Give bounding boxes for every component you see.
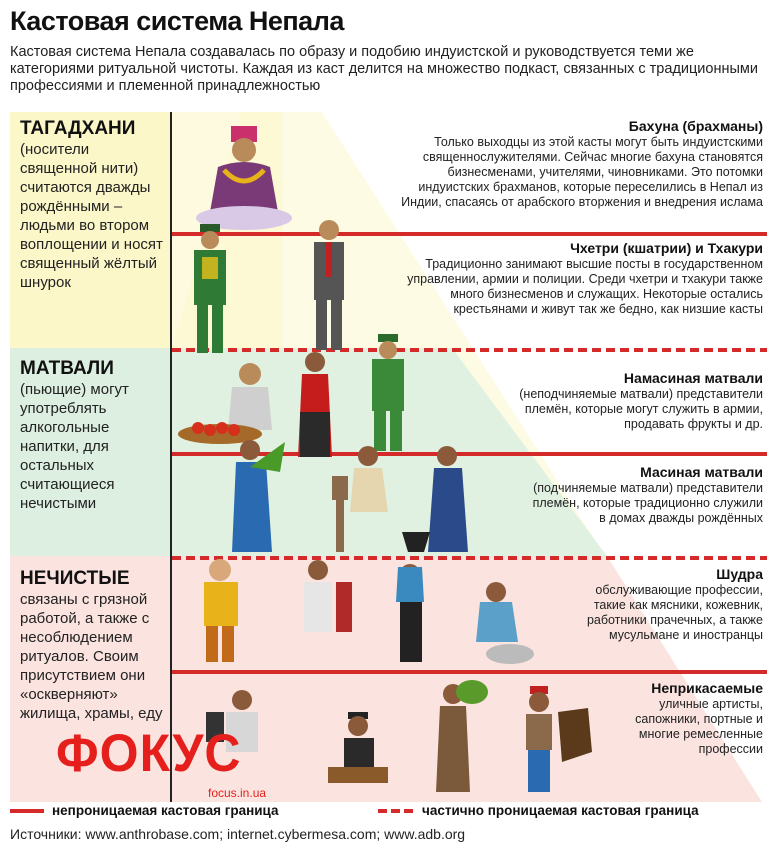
caste-name: Чхетри (кшатрии) и Тхакури xyxy=(570,240,763,256)
figure-soldier xyxy=(194,224,226,353)
caste-diagram xyxy=(10,112,767,802)
figure-tourist xyxy=(204,559,238,662)
caste-desc: (неподчиняемые матвали) представители племён, которые могут служить в армии, продавать фрукты и др. xyxy=(519,387,763,431)
figures-illustration xyxy=(10,112,767,802)
figure-woman-greens xyxy=(232,440,285,552)
figure-basket-carrier xyxy=(436,680,488,792)
group-title-tagadhani: ТАГАДХАНИ xyxy=(20,118,136,139)
caste-desc: обслуживающие профессии, такие как мясники, кожевник, работники прачечных, а также мусульмане и иностранцы xyxy=(586,583,763,642)
caste-name: Масиная матвали xyxy=(640,464,763,480)
magazine-url: focus.in.ua xyxy=(208,786,267,800)
figure-woman-blue xyxy=(396,564,424,662)
figure-businessman xyxy=(314,220,344,350)
legend-dashed-label: частично проницаемая кастовая граница xyxy=(422,803,699,818)
intro-text: Кастовая система Непала создавалась по образу и подобию индуистской и руководствуется теми же категориями ритуальной чистоты. Каждая из каст делится на множество подкаст, связанных с традиционными профессиями и племенной принадлежностью xyxy=(10,44,758,94)
figure-potter xyxy=(332,446,388,552)
figure-washerwoman xyxy=(476,582,534,664)
figure-fruit-seller xyxy=(178,363,272,444)
group-desc-matvali: (пьющие) могут употреблять алкогольные напитки, для остальных считающиеся нечистыми xyxy=(20,381,129,512)
figure-brahmin xyxy=(196,126,292,230)
legend xyxy=(10,803,767,819)
caste-name: Шудра xyxy=(716,566,763,582)
caste-desc: Традиционно занимают высшие посты в государственном управлении, армии и полиции. Среди чхетри и тхакури также много бизнесменов и служащих. Некоторые остались крестьянами и живут так же бедно, как низшие касты xyxy=(407,257,763,316)
magazine-logo: ФОКУС xyxy=(56,723,242,783)
group-desc-tagadhani: (носители священной нити) считаются дважды рождёнными – людьми во втором воплощении и носят священный жёлтый шнурок xyxy=(20,141,163,291)
solid-line-icon xyxy=(10,809,44,813)
caste-name: Бахуна (брахманы) xyxy=(628,118,763,134)
legend-solid xyxy=(10,803,279,818)
legend-solid-label: непроницаемая кастовая граница xyxy=(52,803,279,818)
sources: Источники: www.anthrobase.com; internet.cybermesa.com; www.adb.org xyxy=(10,826,466,842)
group-title-matvali: МАТВАЛИ xyxy=(20,358,114,379)
caste-desc: Только выходцы из этой касты могут быть индуистскими священнослужителями. Сейчас многие бахуна становятся бизнесменами, учителями, чиновниками. Это потомки индуистских брахманов, которые переселились в Непал из Индии, спасаясь от арабского вторжения и внедрения ислама xyxy=(401,135,763,209)
group-desc-impure: связаны с грязной работой, а также с несоблюдением ритуалов. Своим присутствием они «оскверняют» жилища, храмы, еду xyxy=(20,591,163,722)
caste-name: Намасиная матвали xyxy=(623,370,763,386)
group-title-impure: НЕЧИСТЫЕ xyxy=(20,568,130,589)
caste-name: Неприкасаемые xyxy=(651,680,763,696)
figure-drummer xyxy=(328,712,388,783)
caste-desc: уличные артисты, сапожники, портные и многие ремесленные профессии xyxy=(635,697,763,756)
caste-desc: (подчиняемые матвали) представители племён, которые традиционно служили в домах дважды рождённых xyxy=(532,481,763,525)
figure-butcher xyxy=(304,560,352,632)
figure-leather-worker xyxy=(526,686,592,792)
legend-dashed xyxy=(378,803,699,818)
figure-army xyxy=(372,334,404,451)
page-title: Кастовая система Непала xyxy=(10,6,344,36)
dashed-line-icon xyxy=(378,809,414,813)
figure-woman-red xyxy=(298,352,332,457)
figure-blacksmith xyxy=(402,446,468,552)
